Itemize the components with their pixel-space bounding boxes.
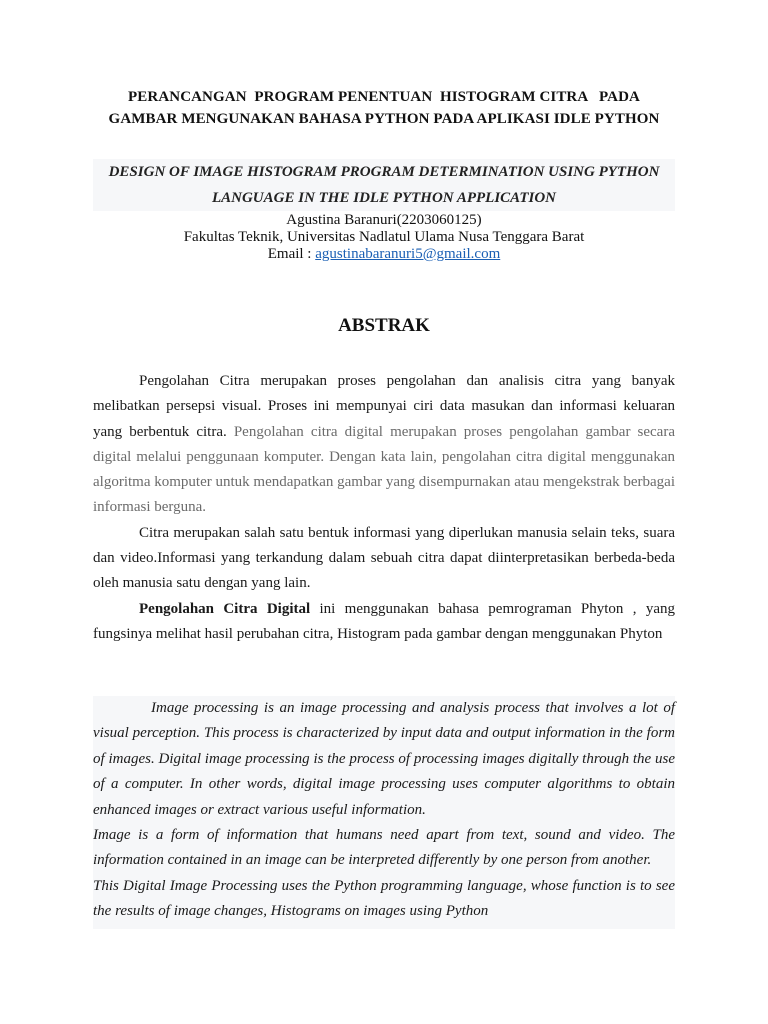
english-title-line-2: LANGUAGE IN THE IDLE PYTHON APPLICATION [211,190,557,206]
abstract-indonesian [93,369,675,647]
abstract-en-paragraph-3: This Digital Image Processing uses the Python programming language, whose function is to see the results of image changes, Histograms on images using Python [93,877,675,920]
author-email-line [93,246,675,263]
english-title [93,159,675,211]
email-link[interactable]: agustinabaranuri5@gmail.com [315,246,501,262]
email-label: Email : [267,246,316,262]
abstract-paragraph-2: Citra merupakan salah satu bentuk informasi yang diperlukan manusia selain teks, suara dan video.Informasi yang terkandung dalam sebuah citra dapat diinterpretasikan berbeda-beda oleh manusia satu dengan yang lain. [93,524,675,592]
english-title-line-1: DESIGN OF IMAGE HISTOGRAM PROGRAM DETERMINATION USING PYTHON [108,164,660,180]
abstract-p1-text: Pengolahan Citra merupakan proses pengolahan dan analisis citra yang banyak melibatkan persepsi visual. Proses ini mempunyai ciri data masukan dan informasi keluaran yang berbentuk citra. [93,373,675,440]
author-name: Agustina Baranuri(2203060125) [286,212,482,228]
paper-title [93,86,675,130]
abstract-p3-bold: Pengolahan Citra Digital [139,600,311,617]
abstract-paragraph-1 [93,369,675,521]
author-block [93,212,675,263]
abstract-english [93,696,675,929]
abstract-paragraph-3 [93,597,675,648]
abstract-en-paragraph-1: Image processing is an image processing and analysis process that involves a lot of visual perception. This process is characterized by input data and output information in the form of images. Digital image processing is the process of processing images digitally through the use of a computer. In other words, digital image processing uses computer algorithms to obtain enhanced images or extract various useful information. [93,700,675,818]
author-affiliation: Fakultas Teknik, Universitas Nadlatul Ulama Nusa Tenggara Barat [183,229,585,245]
abstract-en-paragraph-2: Image is a form of information that humans need apart from text, sound and video. The information contained in an image can be interpreted differently by one person from another. [93,827,675,869]
abstract-p3-text: ini menggunakan bahasa pemrograman Phyton , yang fungsinya melihat hasil perubahan citra, Histogram pada gambar dengan menggunakan Phyton [93,600,675,642]
abstract-p1-grey-text: Pengolahan citra digital merupakan proses pengolahan gambar secara digital melalui penggunaan komputer. Dengan kata lain, pengolahan citra digital menggunakan algoritma komputer untuk mendapatkan gambar yang disempurnakan atau mengekstrak berbagai informasi berguna. [93,423,675,516]
paper-title-line-1: PERANCANGAN PROGRAM PENENTUAN HISTOGRAM CITRA PADA [128,89,640,105]
abstract-heading: ABSTRAK [338,315,430,336]
paper-title-line-2: GAMBAR MENGUNAKAN BAHASA PYTHON PADA APLIKASI IDLE PYTHON [108,111,660,127]
